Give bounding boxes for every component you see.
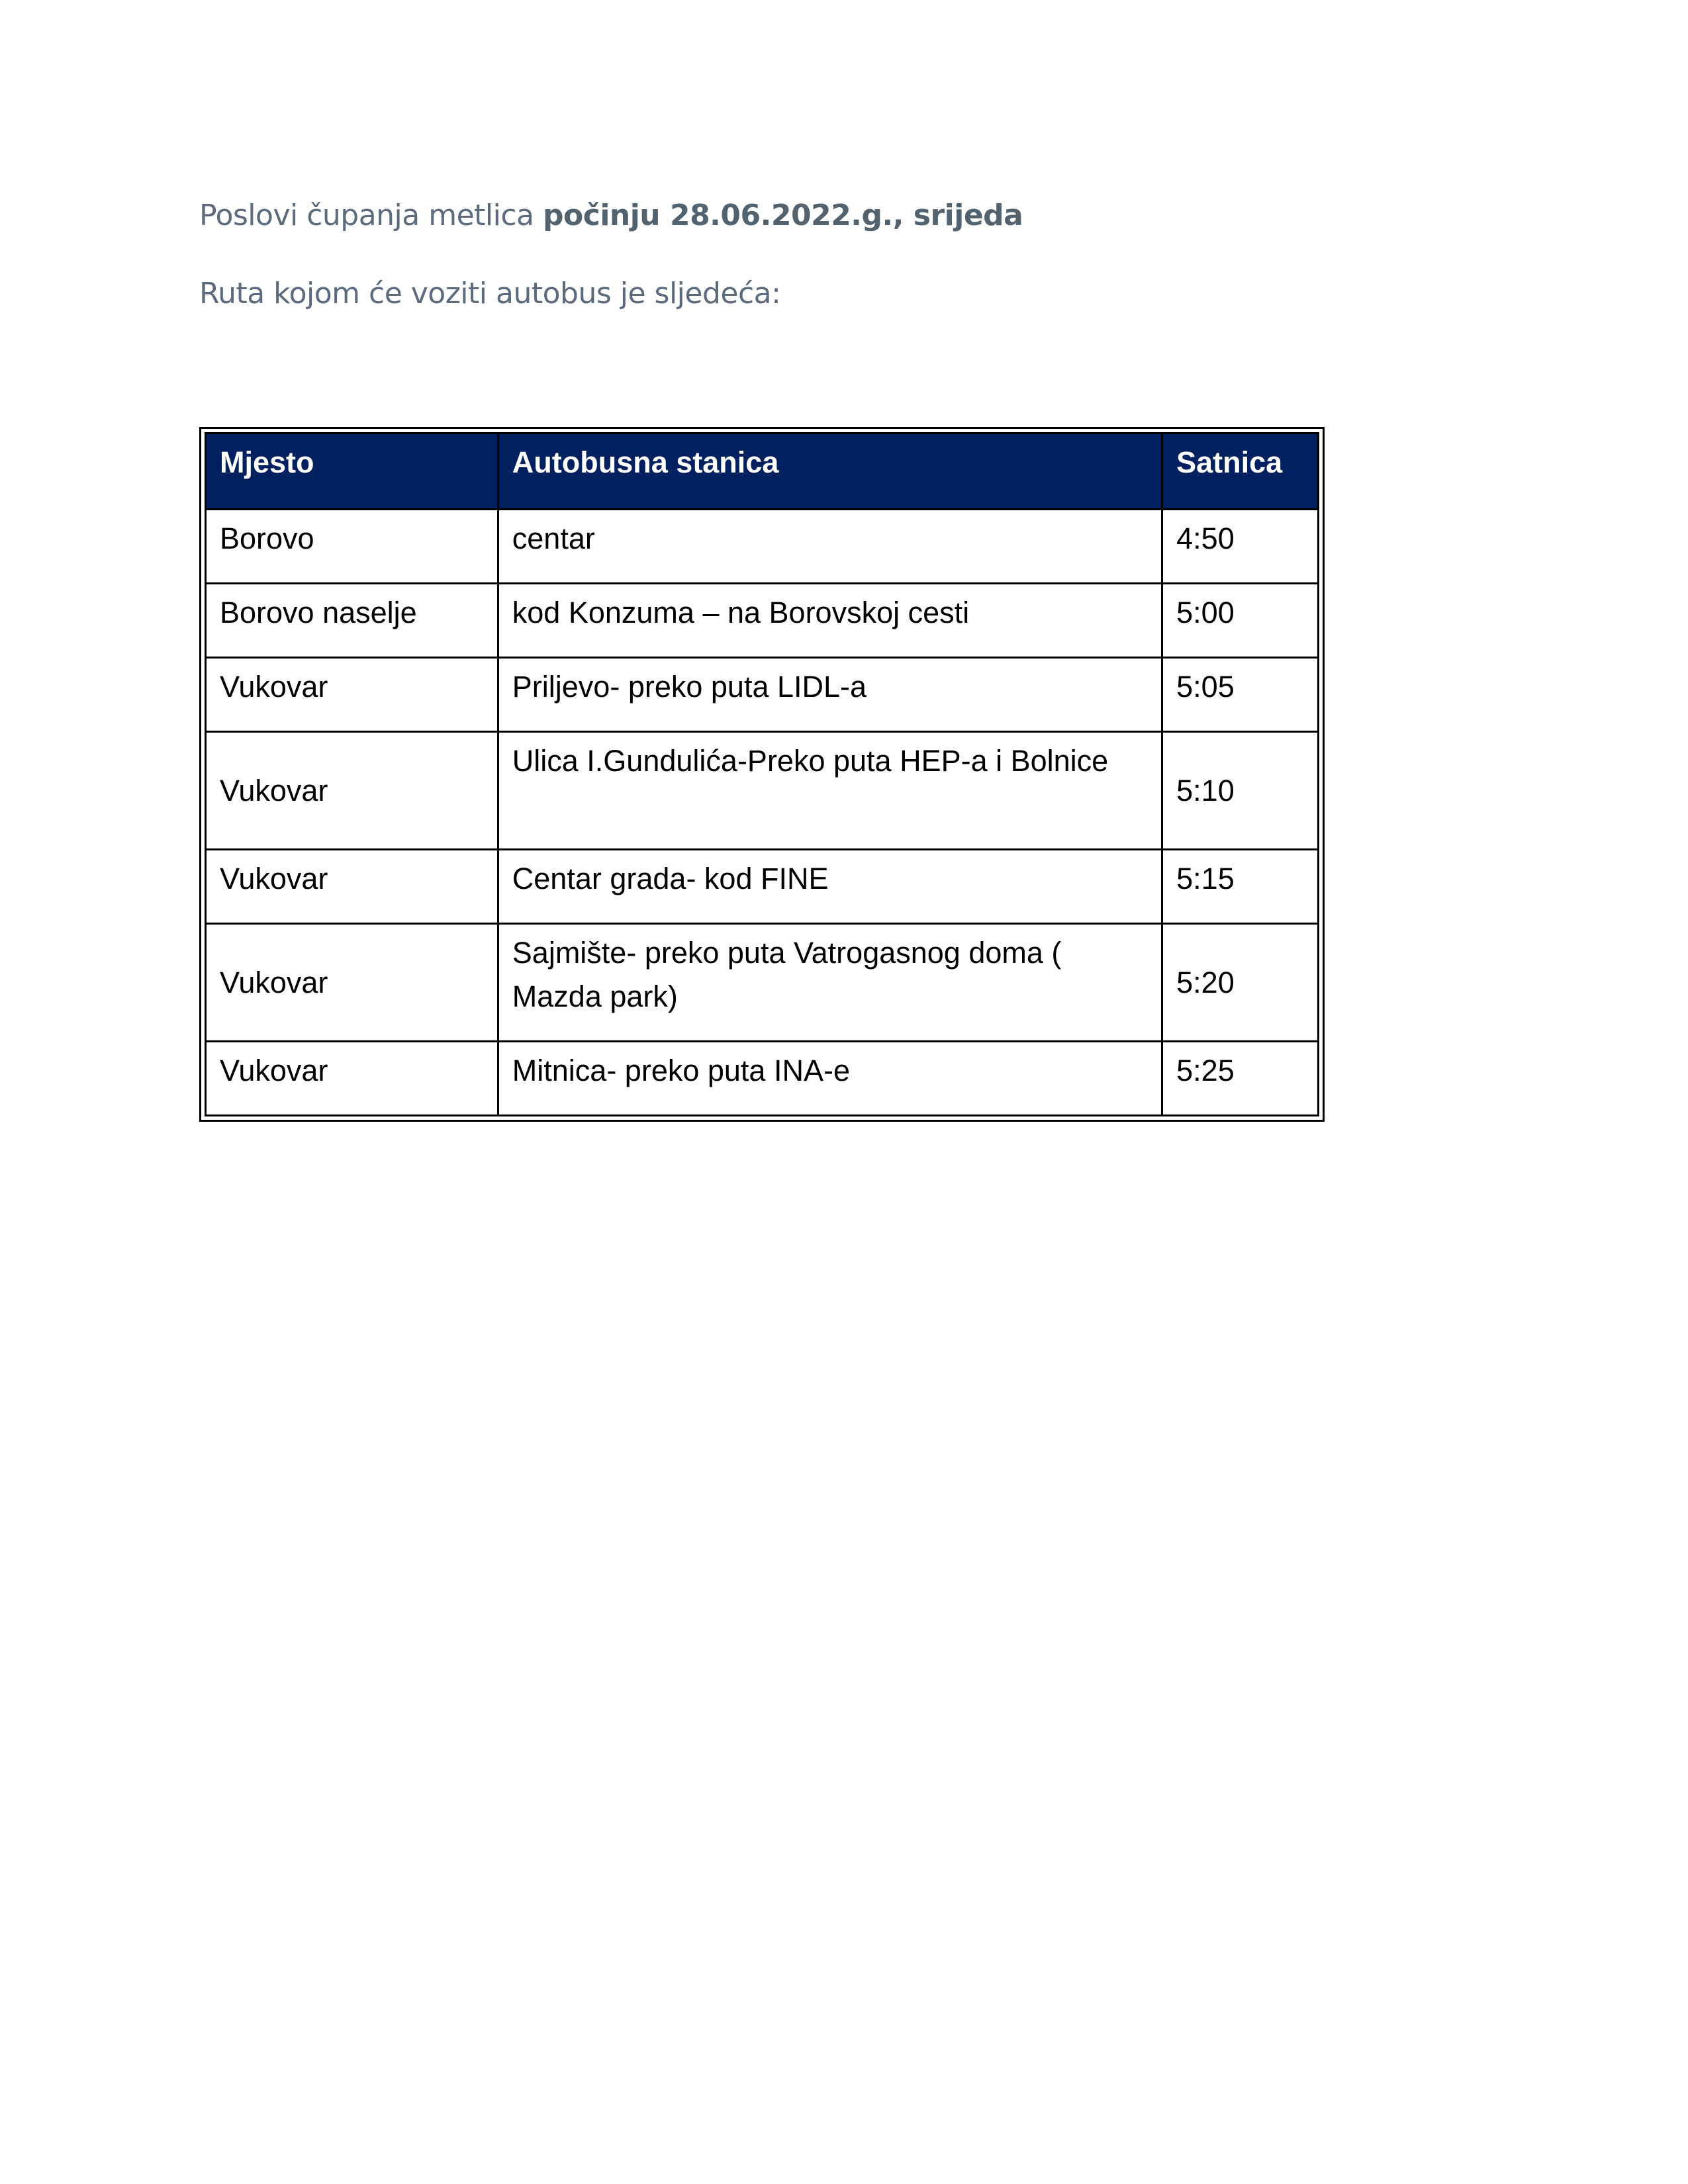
table-row	[206, 658, 1319, 732]
header-autobusna-stanica: Autobusna stanica	[498, 433, 1162, 510]
schedule-table-frame	[199, 427, 1325, 1122]
cell-mjesto: Vukovar	[206, 924, 498, 1042]
cell-mjesto: Borovo naselje	[206, 584, 498, 658]
table-header-row	[206, 433, 1319, 510]
cell-stanica: Sajmište- preko puta Vatrogasnog doma ( Mazda park)	[498, 924, 1162, 1042]
table-row	[206, 510, 1319, 584]
cell-satnica: 4:50	[1162, 510, 1319, 584]
table-row	[206, 924, 1319, 1042]
table-row	[206, 850, 1319, 924]
cell-mjesto: Vukovar	[206, 850, 498, 924]
cell-mjesto: Vukovar	[206, 1042, 498, 1116]
cell-stanica: kod Konzuma – na Borovskoj cesti	[498, 584, 1162, 658]
cell-satnica: 5:10	[1162, 732, 1319, 850]
header-mjesto: Mjesto	[206, 433, 498, 510]
cell-satnica: 5:15	[1162, 850, 1319, 924]
header-satnica: Satnica	[1162, 433, 1319, 510]
cell-stanica: centar	[498, 510, 1162, 584]
table-row	[206, 1042, 1319, 1116]
cell-mjesto: Vukovar	[206, 732, 498, 850]
cell-satnica: 5:25	[1162, 1042, 1319, 1116]
table-row	[206, 732, 1319, 850]
intro-text: Poslovi čupanja metlica	[199, 199, 543, 232]
cell-stanica: Centar grada- kod FINE	[498, 850, 1162, 924]
table-row	[206, 584, 1319, 658]
cell-satnica: 5:00	[1162, 584, 1319, 658]
bus-schedule-table	[205, 432, 1319, 1116]
cell-stanica: Priljevo- preko puta LIDL-a	[498, 658, 1162, 732]
cell-stanica: Ulica I.Gundulića-Preko puta HEP-a i Bolnice	[498, 732, 1162, 850]
intro-date-bold: počinju 28.06.2022.g., srijeda	[543, 199, 1023, 232]
intro-line-route: Ruta kojom će voziti autobus je sljedeća:	[199, 277, 781, 310]
cell-satnica: 5:05	[1162, 658, 1319, 732]
intro-line-start-date	[199, 199, 1023, 232]
cell-mjesto: Vukovar	[206, 658, 498, 732]
cell-stanica: Mitnica- preko puta INA-e	[498, 1042, 1162, 1116]
cell-satnica: 5:20	[1162, 924, 1319, 1042]
cell-mjesto: Borovo	[206, 510, 498, 584]
